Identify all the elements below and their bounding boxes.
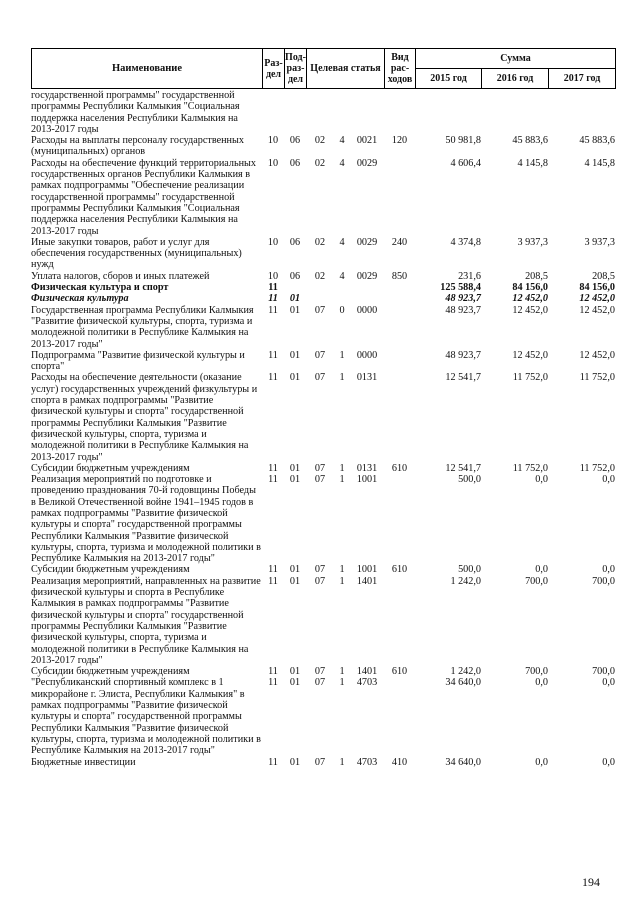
row-target-code (350, 293, 384, 304)
row-sum-2016: 45 883,6 (512, 135, 548, 147)
row-section: 11 (268, 349, 278, 361)
row-sum-2015: 4 606,4 (450, 157, 481, 169)
table-row (31, 350, 615, 373)
row-sum-2017: 0,0 (602, 756, 615, 768)
row-name: "Республиканский спортивный комплекс в 1 микрорайоне г. Элиста, Республики Калмыкия" в рамках подпрограммы "Развитие физической культуры и спорта" государственной программы Республики Калмыкия "Развитие физической культуры, спорта, туризма и молодежной политики в Республике Калмыкия на 2013-2017 годы" (31, 677, 261, 757)
row-expense-type (384, 305, 415, 350)
table-row (31, 677, 615, 756)
row-target-program: 07 (314, 677, 326, 689)
row-target-program: 07 (314, 462, 326, 474)
row-target-program: 02 (314, 135, 326, 147)
row-section: 10 (267, 236, 279, 248)
header-sum: Сумма (416, 49, 616, 69)
row-sum-2016 (481, 90, 548, 135)
row-sum-2015: 1 242,0 (450, 666, 481, 678)
row-subsection: 01 (289, 474, 301, 486)
row-target-subprogram: 1 (339, 349, 345, 361)
table-row (31, 158, 615, 237)
row-target-program: 07 (314, 756, 326, 768)
row-expense-type: 610 (391, 666, 408, 678)
row-sum-2015: 12 541,7 (445, 462, 481, 474)
row-sum-2016: 208,5 (525, 270, 548, 282)
row-section: 10 (267, 135, 279, 147)
row-target-code: 0131 (356, 372, 378, 384)
row-name: Государственная программа Республики Калмыкия "Развитие физической культуры, спорта, туризма и молодежной политики в Республике Калмыкия на 2013-2017 годы" (31, 304, 254, 350)
row-sum-2015: 4 374,8 (450, 236, 481, 248)
row-sum-2016: 11 752,0 (512, 462, 548, 474)
row-target-subprogram: 4 (339, 135, 345, 147)
table-row (31, 474, 615, 564)
row-name: Расходы на обеспечение функций территориальных государственных органов Республики Калмыкия в рамках подпрограммы "Обеспечение реализации государственной программы" государственной программы Республики Калмыкия "Социальная поддержка населения Республики Калмыкия на 2013-2017 годы (31, 157, 256, 237)
row-target-code: 0029 (356, 157, 378, 169)
row-target-subprogram (334, 90, 350, 135)
header-2016: 2016 год (482, 69, 549, 89)
row-sum-2015: 48 923,7 (445, 349, 481, 361)
row-expense-type (384, 350, 415, 373)
row-sum-2015: 34 640,0 (445, 677, 481, 689)
table-row (31, 293, 615, 304)
row-section: 10 (267, 157, 279, 169)
row-target-program: 07 (314, 575, 326, 587)
row-name: Уплата налогов, сборов и иных платежей (31, 270, 210, 282)
row-expense-type (384, 158, 415, 237)
row-subsection: 01 (289, 304, 301, 316)
header-target: Целевая статья (307, 49, 385, 89)
row-sum-2015: 50 981,8 (445, 135, 481, 147)
row-expense-type: 410 (391, 756, 408, 768)
row-sum-2016: 11 752,0 (512, 372, 548, 384)
row-subsection: 06 (289, 270, 301, 282)
table-body (31, 90, 615, 768)
row-target-code: 0000 (356, 349, 378, 361)
row-sum-2016: 3 937,3 (517, 236, 548, 248)
row-section: 11 (268, 564, 278, 576)
header-2017: 2017 год (549, 69, 616, 89)
row-name: Субсидии бюджетным учреждениям (31, 564, 190, 576)
row-subsection: 01 (289, 564, 301, 576)
row-expense-type (384, 677, 415, 756)
row-target-code: 0029 (356, 270, 378, 282)
row-sum-2017: 12 452,0 (579, 293, 615, 305)
row-section: 11 (268, 756, 278, 768)
row-target-subprogram: 1 (339, 462, 345, 474)
row-section: 11 (268, 677, 278, 689)
row-sum-2016: 12 452,0 (512, 293, 548, 305)
table-row (31, 90, 615, 135)
row-name: Реализация мероприятий по подготовке и проведению празднования 70-й годовщины Победы в Великой Отечественной войне 1941–1945 годов в рамках подпрограммы "Развитие физической культуры и спорта" государственной программы Республики Калмыкия "Развитие физической культуры, спорта, туризма и молодежной политики в Республике Калмыкия на 2013-2017 годы" (31, 474, 261, 565)
row-target-code: 0029 (356, 236, 378, 248)
header-section: Раз-дел (263, 49, 285, 89)
table-row (31, 576, 615, 666)
row-target-program (306, 90, 334, 135)
row-target-code: 1401 (356, 575, 378, 587)
row-sum-2015: 12 541,7 (445, 372, 481, 384)
row-expense-type (384, 282, 415, 293)
row-expense-type: 610 (391, 462, 408, 474)
row-subsection: 06 (289, 236, 301, 248)
row-target-code: 1001 (356, 564, 378, 576)
row-target-code: 0131 (356, 462, 378, 474)
row-section: 10 (267, 270, 279, 282)
row-target-program: 02 (314, 270, 326, 282)
row-sum-2015: 48 923,7 (445, 304, 481, 316)
row-name: Расходы на выплаты персоналу государственных (муниципальных) органов (31, 135, 244, 158)
row-section: 11 (268, 293, 278, 305)
row-target-code: 1401 (356, 666, 378, 678)
table-row (31, 666, 615, 677)
row-expense-type: 120 (391, 135, 408, 147)
row-expense-type (384, 474, 415, 564)
row-sum-2015: 48 923,7 (445, 293, 481, 305)
header-exp-type: Вид рас-ходов (385, 49, 416, 89)
header-name: Наименование (32, 49, 263, 89)
row-target-subprogram: 1 (339, 372, 345, 384)
row-name: Расходы на обеспечение деятельности (оказание услуг) государственных учреждений физкультуры и спорта в рамках подпрограммы "Развитие физической культуры и спорта" государственной программы Республики Калмыкия "Развитие физической культуры, спорта, туризма и молодежной политики в Республике Калмыкия на 2013-2017 годы" (31, 372, 258, 463)
table-row (31, 463, 615, 474)
row-target-subprogram: 4 (339, 236, 345, 248)
row-name: Субсидии бюджетным учреждениям (31, 462, 190, 474)
row-sum-2016: 4 145,8 (517, 157, 548, 169)
row-subsection: 01 (289, 293, 301, 305)
row-sum-2017: 0,0 (602, 677, 615, 689)
row-sum-2015: 34 640,0 (445, 756, 481, 768)
row-expense-type (384, 90, 415, 135)
row-target-subprogram: 1 (339, 756, 345, 768)
row-sum-2016: 12 452,0 (512, 304, 548, 316)
row-target-program (306, 282, 334, 293)
table-header (31, 48, 616, 89)
row-subsection: 01 (289, 756, 301, 768)
row-target-program: 02 (314, 157, 326, 169)
row-name: государственной программы" государственной программы Республики Калмыкия "Социальная поддержка населения Республики Калмыкия на 2013-2017 годы (31, 90, 240, 135)
row-sum-2017: 700,0 (592, 666, 615, 678)
row-section: 11 (268, 462, 278, 474)
row-sum-2017: 4 145,8 (584, 157, 615, 169)
row-target-subprogram: 1 (339, 575, 345, 587)
row-sum-2016: 0,0 (535, 474, 548, 486)
row-target-code: 4703 (356, 756, 378, 768)
row-name: Иные закупки товаров, работ и услуг для обеспечения государственных (муниципальных) нужд (31, 236, 242, 271)
row-target-program: 07 (314, 349, 326, 361)
row-sum-2015: 231,6 (458, 270, 481, 282)
row-target-subprogram: 4 (339, 270, 345, 282)
row-section (262, 90, 284, 135)
row-sum-2016: 0,0 (535, 564, 548, 576)
row-name: Реализация мероприятий, направленных на развитие физической культуры и спорта в Республике Калмыкия в рамках подпрограммы "Развитие физической культуры и спорта" государственной программы Республики Калмыкия "Развитие физической культуры, спорта, туризма и молодежной политики в Республике Калмыкия на 2013-2017 годы" (31, 575, 261, 666)
row-target-program: 02 (314, 236, 326, 248)
row-sum-2017: 11 752,0 (579, 462, 615, 474)
row-expense-type: 610 (391, 564, 408, 576)
row-subsection (284, 90, 306, 135)
row-target-subprogram (334, 293, 350, 304)
row-section: 11 (268, 282, 278, 294)
row-subsection: 01 (289, 372, 301, 384)
row-name: Физическая культура (31, 293, 129, 305)
row-sum-2016: 12 452,0 (512, 349, 548, 361)
row-subsection: 06 (289, 157, 301, 169)
table-row (31, 372, 615, 462)
row-sum-2017: 700,0 (592, 575, 615, 587)
row-sum-2016: 84 156,0 (512, 282, 548, 294)
row-name: Субсидии бюджетным учреждениям (31, 666, 190, 678)
row-target-subprogram: 1 (339, 677, 345, 689)
row-target-program: 07 (314, 304, 326, 316)
row-name: Бюджетные инвестиции (31, 756, 136, 768)
row-subsection: 01 (289, 462, 301, 474)
row-sum-2015: 500,0 (458, 564, 481, 576)
row-target-subprogram (334, 282, 350, 293)
row-subsection: 06 (289, 135, 301, 147)
table-row (31, 271, 615, 282)
row-subsection: 01 (289, 575, 301, 587)
row-target-program (306, 293, 334, 304)
table-row (31, 757, 615, 768)
row-sum-2016: 700,0 (525, 575, 548, 587)
row-expense-type (384, 293, 415, 304)
page-number: 194 (582, 875, 600, 889)
row-section: 11 (268, 372, 278, 384)
row-sum-2017: 11 752,0 (579, 372, 615, 384)
row-sum-2015 (415, 90, 481, 135)
row-name: Физическая культура и спорт (31, 282, 169, 294)
table-row (31, 237, 615, 271)
row-sum-2017: 208,5 (592, 270, 615, 282)
row-sum-2016: 0,0 (535, 756, 548, 768)
row-target-subprogram: 4 (339, 157, 345, 169)
row-sum-2016: 0,0 (535, 677, 548, 689)
row-sum-2017 (548, 90, 615, 135)
row-target-subprogram: 1 (339, 474, 345, 486)
row-section: 11 (268, 304, 278, 316)
row-subsection: 01 (289, 666, 301, 678)
table-row (31, 305, 615, 350)
row-name: Подпрограмма "Развитие физической культуры и спорта" (31, 349, 245, 373)
table-row (31, 564, 615, 575)
row-sum-2015: 125 588,4 (440, 282, 481, 294)
row-expense-type (384, 576, 415, 666)
row-target-code (350, 282, 384, 293)
header-subsection: Под-раз-дел (285, 49, 307, 89)
row-sum-2015: 1 242,0 (450, 575, 481, 587)
row-target-code: 0000 (356, 304, 378, 316)
row-sum-2016: 700,0 (525, 666, 548, 678)
row-sum-2017: 0,0 (602, 474, 615, 486)
row-subsection: 01 (289, 677, 301, 689)
row-sum-2017: 0,0 (602, 564, 615, 576)
row-target-program: 07 (314, 564, 326, 576)
row-target-subprogram: 1 (339, 564, 345, 576)
row-section: 11 (268, 575, 278, 587)
row-expense-type: 240 (391, 236, 408, 248)
header-2015: 2015 год (416, 69, 482, 89)
row-target-code (350, 90, 384, 135)
row-section: 11 (268, 474, 278, 486)
row-sum-2015: 500,0 (458, 474, 481, 486)
row-sum-2017: 45 883,6 (579, 135, 615, 147)
table-row (31, 282, 615, 293)
row-expense-type (384, 372, 415, 462)
row-target-code: 4703 (356, 677, 378, 689)
table-row (31, 135, 615, 158)
row-target-subprogram: 1 (339, 666, 345, 678)
row-section: 11 (268, 666, 278, 678)
row-target-program: 07 (314, 474, 326, 486)
row-sum-2017: 12 452,0 (579, 304, 615, 316)
row-target-code: 1001 (356, 474, 378, 486)
row-target-code: 0021 (356, 135, 378, 147)
row-subsection: 01 (289, 349, 301, 361)
row-sum-2017: 84 156,0 (579, 282, 615, 294)
row-target-program: 07 (314, 372, 326, 384)
row-subsection (284, 282, 306, 293)
row-expense-type: 850 (391, 270, 408, 282)
row-sum-2017: 12 452,0 (579, 349, 615, 361)
row-target-subprogram: 0 (339, 304, 345, 316)
row-sum-2017: 3 937,3 (584, 236, 615, 248)
row-target-program: 07 (314, 666, 326, 678)
